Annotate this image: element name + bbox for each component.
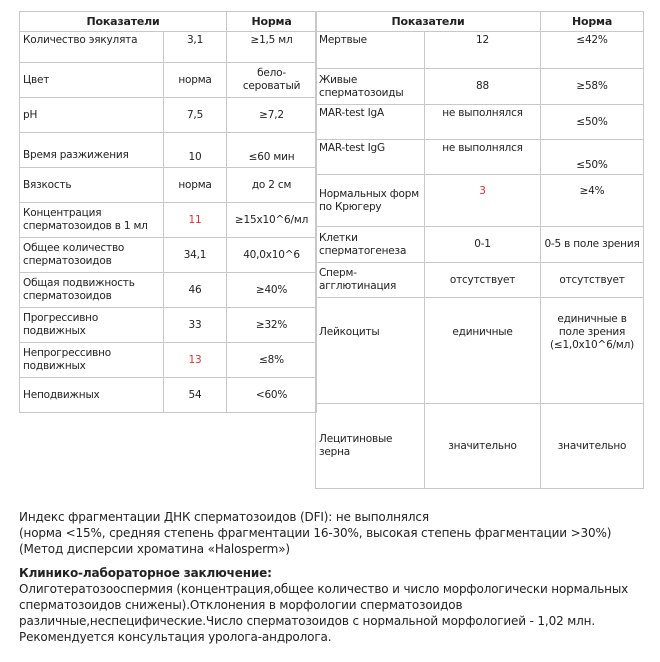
row-name: Лецитиновые зерна (316, 404, 425, 489)
row-value-abnormal: 13 (164, 343, 227, 378)
row-norm: ≤50% (541, 140, 644, 175)
table-header-row (20, 12, 317, 32)
row-value: 46 (164, 273, 227, 308)
row-norm: ≥1,5 мл (227, 32, 317, 63)
row-value: 54 (164, 378, 227, 413)
table-row (20, 343, 317, 378)
table-row (20, 63, 317, 98)
row-name: MAR-test IgG (316, 140, 425, 175)
row-name: Общее количество сперматозоидов (20, 238, 164, 273)
row-value: 33 (164, 308, 227, 343)
row-name: Непрогрессивно подвижных (20, 343, 164, 378)
dfi-section (19, 509, 649, 557)
table-header-row (316, 12, 644, 32)
row-value: 10 (164, 133, 227, 168)
dfi-norm: (норма <15%, средняя степень фрагментации 16-30%, высокая степень фрагментации >30%) (19, 526, 612, 540)
header-indicators: Показатели (20, 12, 227, 32)
row-norm: ≥7,2 (227, 98, 317, 133)
row-norm: ≤42% (541, 32, 644, 69)
row-name: Мертвые (316, 32, 425, 69)
row-name: Концентрация сперматозоидов в 1 мл (20, 203, 164, 238)
row-value: отсутствует (425, 263, 541, 298)
conclusion-line: различные,неспецифические.Число сперматозоидов с нормальной морфологией - 1,02 млн. (19, 614, 596, 628)
row-value: 12 (425, 32, 541, 69)
header-indicators: Показатели (316, 12, 541, 32)
table-row (20, 32, 317, 63)
row-name: Нормальных форм по Крюгеру (316, 175, 425, 227)
row-norm: ≥58% (541, 69, 644, 105)
dfi-result: Индекс фрагментации ДНК сперматозоидов (DFI): не выполнялся (19, 510, 429, 524)
row-name: Количество эякулята (20, 32, 164, 63)
row-name: Неподвижных (20, 378, 164, 413)
row-norm: ≥40% (227, 273, 317, 308)
conclusion-section (19, 565, 654, 645)
conclusion-title: Клинико-лабораторное заключение: (19, 566, 272, 580)
row-name: Время разжижения (20, 133, 164, 168)
row-name: Клетки сперматогенеза (316, 227, 425, 263)
row-norm: ≥4% (541, 175, 644, 227)
row-name: Лейкоциты (316, 298, 425, 404)
row-value: значительно (425, 404, 541, 489)
row-norm: ≤60 мин (227, 133, 317, 168)
row-name: Прогрессивно подвижных (20, 308, 164, 343)
row-name: Сперм-агглютинация (316, 263, 425, 298)
row-norm: ≥32% (227, 308, 317, 343)
row-name: Цвет (20, 63, 164, 98)
row-norm: 0-5 в поле зрения (541, 227, 644, 263)
dfi-method: (Метод дисперсии хроматина «Halosperm») (19, 542, 290, 556)
row-value: 0-1 (425, 227, 541, 263)
row-value: 88 (425, 69, 541, 105)
row-norm: до 2 см (227, 168, 317, 203)
table-row (316, 105, 644, 140)
header-norm: Норма (227, 12, 317, 32)
table-row (20, 203, 317, 238)
row-name: Вязкость (20, 168, 164, 203)
row-value: 34,1 (164, 238, 227, 273)
table-row (316, 227, 644, 263)
conclusion-line: Олиготератозооспермия (концентрация,общее количество и число морфологически нормальных (19, 582, 629, 596)
header-norm: Норма (541, 12, 644, 32)
row-value-abnormal: 11 (164, 203, 227, 238)
table-row (20, 133, 317, 168)
table-row (20, 273, 317, 308)
row-name: MAR-test IgA (316, 105, 425, 140)
row-norm: ≤8% (227, 343, 317, 378)
row-norm: ≤50% (541, 105, 644, 140)
left-results-table (19, 11, 317, 413)
row-norm: отсутствует (541, 263, 644, 298)
row-norm: ≥15x10^6/мл (227, 203, 317, 238)
table-row (20, 168, 317, 203)
table-row (316, 140, 644, 175)
row-value: норма (164, 63, 227, 98)
row-name: Живые сперматозоиды (316, 69, 425, 105)
row-norm: <60% (227, 378, 317, 413)
row-name: pH (20, 98, 164, 133)
table-row (316, 298, 644, 404)
table-row (316, 69, 644, 105)
row-value: не выполнялся (425, 140, 541, 175)
row-value-abnormal: 3 (425, 175, 541, 227)
table-row (316, 404, 644, 489)
row-norm: значительно (541, 404, 644, 489)
row-norm: единичные в поле зрения (≤1,0x10^6/мл) (541, 298, 644, 404)
row-name: Общая подвижность сперматозоидов (20, 273, 164, 308)
row-norm: 40,0x10^6 (227, 238, 317, 273)
table-row (316, 175, 644, 227)
row-norm: бело-сероватый (227, 63, 317, 98)
table-row (20, 378, 317, 413)
conclusion-line: Рекомендуется консультация уролога-андролога. (19, 630, 332, 644)
table-row (20, 238, 317, 273)
row-value: единичные (425, 298, 541, 404)
right-results-table (315, 11, 644, 489)
row-value: 3,1 (164, 32, 227, 63)
row-value: не выполнялся (425, 105, 541, 140)
row-value: норма (164, 168, 227, 203)
row-value: 7,5 (164, 98, 227, 133)
table-row (20, 308, 317, 343)
table-row (316, 263, 644, 298)
conclusion-line: сперматозоидов снижены).Отклонения в морфологии сперматозоидов (19, 598, 463, 612)
table-row (316, 32, 644, 69)
table-row (20, 98, 317, 133)
